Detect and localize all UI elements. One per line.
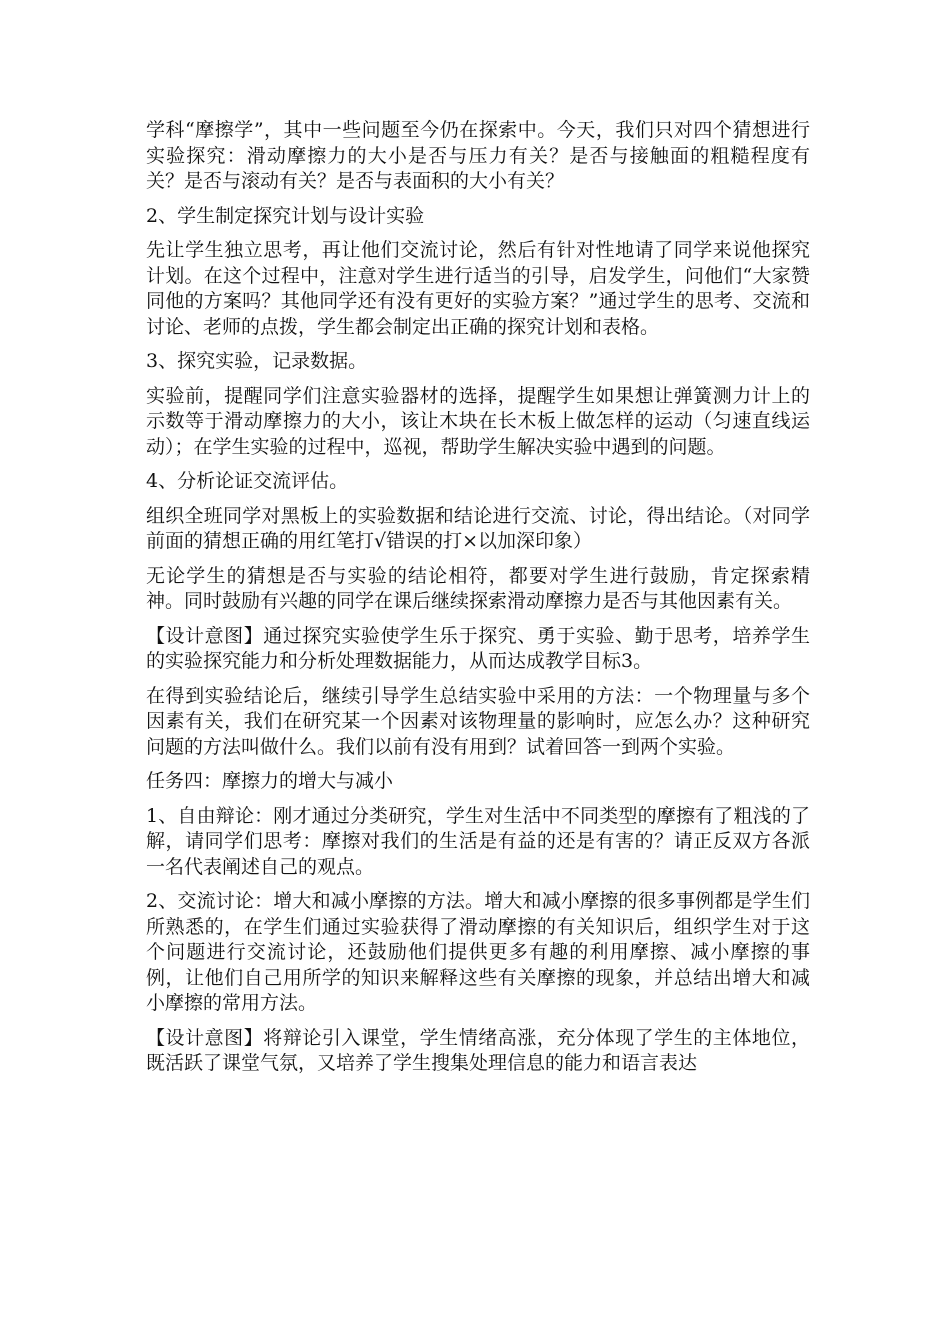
paragraph-plan: 先让学生独立思考，再让他们交流讨论，然后有针对性地请了同学来说他探究计划。在这个过程中，注意对学生进行适当的引导，启发学生，问他们“大家赞同他的方案吗？其他同学还有没有更好的实验方案？”通过学生的思考、交流和讨论、老师的点拨，学生都会制定出正确的探究计划和表格。 (146, 239, 810, 338)
paragraph-method-summary: 在得到实验结论后，继续引导学生总结实验中采用的方法：一个物理量与多个因素有关，我们在研究某一个因素对该物理量的影响时，应怎么办？这种研究问题的方法叫做什么。我们以前有没有用到？试着回答一到两个实验。 (146, 684, 810, 758)
paragraph-experiment: 实验前，提醒同学们注意实验器材的选择，提醒学生如果想让弹簧测力计上的示数等于滑动摩擦力的大小，该让木块在长木板上做怎样的运动（匀速直线运动）；在学生实验的过程中，巡视，帮助学生解决实验中遇到的问题。 (146, 384, 810, 458)
step-heading-2: 2、学生制定探究计划与设计实验 (146, 204, 425, 227)
step-heading-4: 4、分析论证交流评估。 (146, 470, 349, 492)
paragraph-intro: 学科“摩擦学”，其中一些问题至今仍在探索中。今天，我们只对四个猜想进行实验探究：滑动摩擦力的大小是否与压力有关？是否与接触面的粗糙程度有关？是否与滚动有关？是否与表面积的大小有关？ (146, 119, 810, 192)
task-heading-4: 任务四：摩擦力的增大与减小 (146, 770, 394, 792)
paragraph-discussion: 组织全班同学对黑板上的实验数据和结论进行交流、讨论，得出结论。（对同学前面的猜想正确的用红笔打√错误的打×以加深印象） (146, 504, 810, 552)
paragraph-debate: 1、自由辩论：刚才通过分类研究，学生对生活中不同类型的摩擦有了粗浅的了解，请同学们思考：摩擦对我们的生活是有益的还是有害的？请正反双方各派一名代表阐述自己的观点。 (146, 804, 810, 878)
document-page (146, 118, 810, 1086)
step-heading-3: 3、探究实验，记录数据。 (146, 350, 368, 372)
paragraph-methods-discussion: 2、交流讨论：增大和减小摩擦的方法。增大和减小摩擦的很多事例都是学生们所熟悉的，在学生们通过实验获得了滑动摩擦的有关知识后，组织学生对于这个问题进行交流讨论，还鼓励他们提供更多有趣的利用摩擦、减小摩擦的事例，让他们自己用所学的知识来解释这些有关摩擦的现象，并总结出增大和减小摩擦的常用方法。 (146, 890, 810, 1014)
paragraph-encouragement: 无论学生的猜想是否与实验的结论相符，都要对学生进行鼓励，肯定探索精神。同时鼓励有兴趣的同学在课后继续探索滑动摩擦力是否与其他因素有关。 (146, 564, 810, 612)
paragraph-design-intent-2: 【设计意图】将辩论引入课堂，学生情绪高涨，充分体现了学生的主体地位，既活跃了课堂气氛，又培养了学生搜集处理信息的能力和语言表达 (146, 1026, 810, 1074)
paragraph-design-intent-1: 【设计意图】通过探究实验使学生乐于探究、勇于实验、勤于思考，培养学生的实验探究能力和分析处理数据能力，从而达成教学目标3。 (146, 624, 810, 672)
